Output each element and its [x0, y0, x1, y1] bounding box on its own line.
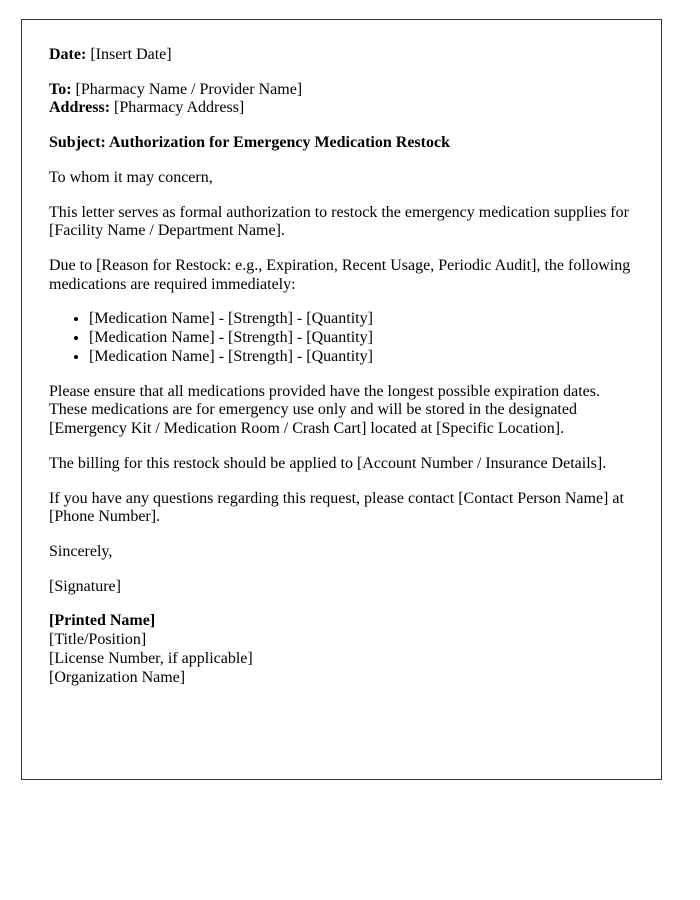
paragraph-intro: This letter serves as formal authorization to restock the emergency medication supplies for [Facility Name / Department Name].	[49, 203, 629, 240]
paragraph-storage: Please ensure that all medications provided have the longest possible expiration dates. These medications are for emergency use only and will be stored in the designated [Emergency Kit / Medication Room / Crash Cart] located at [Specific Location].	[49, 382, 600, 438]
signature-placeholder: [Signature]	[49, 577, 121, 595]
medication-item: • [Medication Name] - [Strength] - [Quantity]	[89, 329, 634, 348]
signer-printed-name: [Printed Name]	[49, 612, 156, 630]
subject-text: Subject: Authorization for Emergency Medication Restock	[49, 134, 450, 152]
paragraph-billing: The billing for this restock should be applied to [Account Number / Insurance Details].	[49, 454, 607, 472]
medication-list	[49, 310, 634, 366]
paragraph-contact: If you have any questions regarding this request, please contact [Contact Person Name] at [Phone Number].	[49, 489, 624, 526]
signer-license: [License Number, if applicable]	[49, 649, 253, 667]
subject-line	[49, 134, 634, 153]
date-line	[49, 46, 634, 65]
to-label: To:	[49, 80, 72, 98]
address-label: Address:	[49, 99, 111, 117]
medication-item: • [Medication Name] - [Strength] - [Quantity]	[89, 310, 634, 329]
signature-block	[49, 612, 634, 687]
signer-title: [Title/Position]	[49, 631, 147, 649]
salutation: To whom it may concern,	[49, 168, 213, 186]
date-value: [Insert Date]	[90, 46, 172, 63]
paragraph-reason: Due to [Reason for Restock: e.g., Expiration, Recent Usage, Periodic Audit], the following medications are required immediately:	[49, 257, 631, 293]
signer-organization: [Organization Name]	[49, 668, 186, 686]
address-value: [Pharmacy Address]	[114, 99, 245, 117]
date-label: Date:	[49, 46, 87, 63]
to-value: [Pharmacy Name / Provider Name]	[75, 80, 303, 98]
medication-item: • [Medication Name] - [Strength] - [Quantity]	[89, 348, 634, 367]
letter-page	[21, 19, 662, 780]
recipient-block	[49, 81, 634, 118]
closing: Sincerely,	[49, 542, 113, 560]
